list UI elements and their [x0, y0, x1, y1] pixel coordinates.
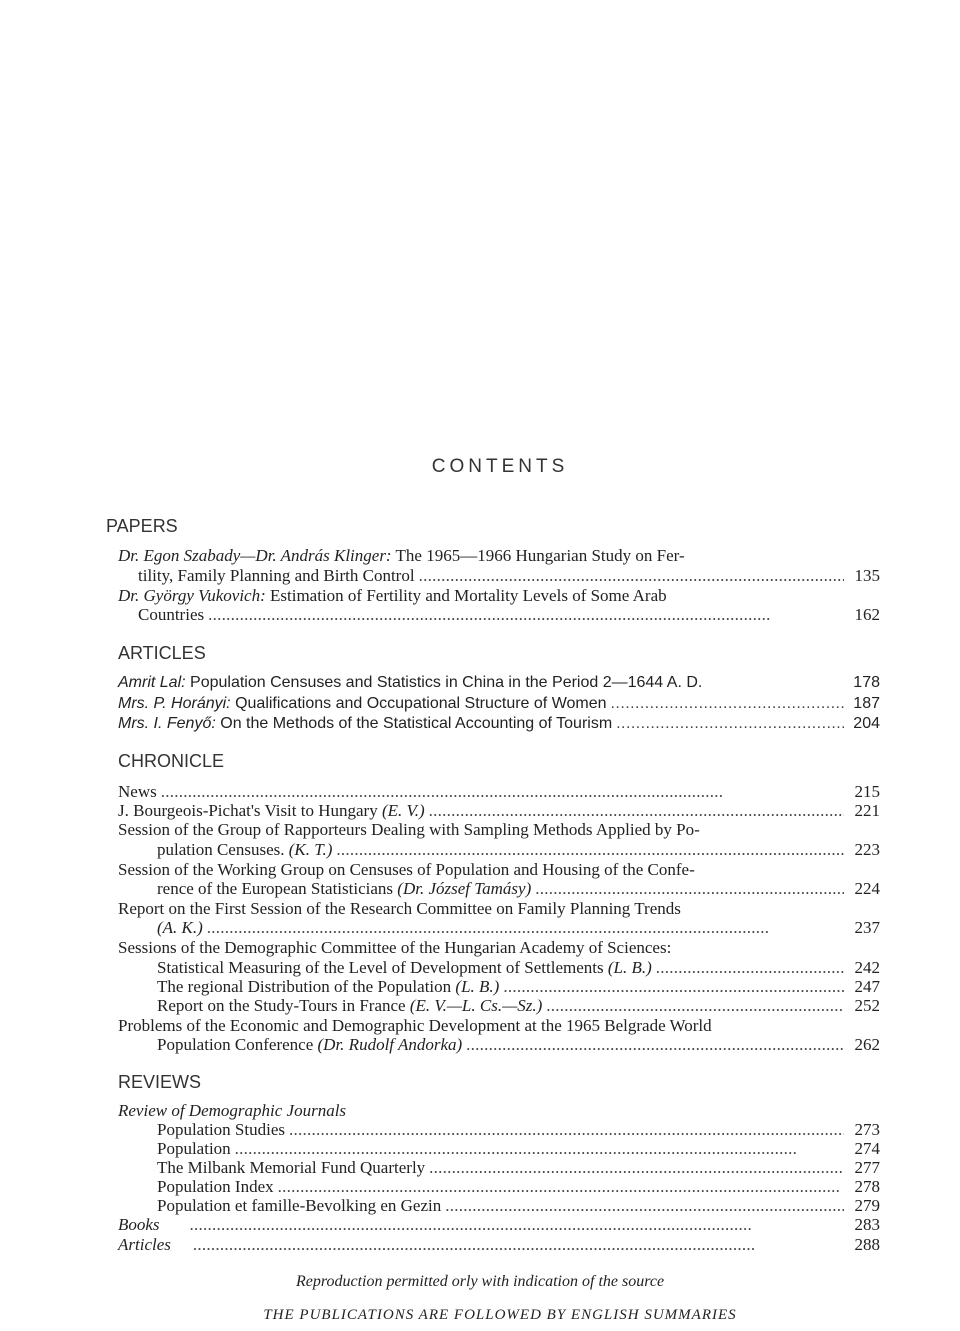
article-3-title: On the Methods of the Statistical Accounting of Tourism — [215, 715, 613, 732]
page-title: CONTENTS — [431, 456, 569, 477]
chronicle-item-2 — [157, 840, 880, 859]
chronicle-6-text: Population Conference — [157, 1035, 314, 1054]
section-papers: PAPERS — [106, 516, 178, 536]
review-2-title: Population — [157, 1139, 231, 1158]
review-2-page: 274 — [854, 1139, 880, 1158]
chronicle-5c — [157, 996, 880, 1015]
chronicle-5a-page: 242 — [854, 958, 880, 977]
chronicle-news — [118, 782, 880, 801]
books-label: Books — [118, 1215, 160, 1234]
paper-1-line-2 — [138, 566, 880, 585]
review-4-title: Population Index — [157, 1177, 274, 1196]
chronicle-3-ref: (Dr. József Tamásy) — [393, 879, 532, 898]
review-2 — [157, 1139, 880, 1158]
chronicle-item-1 — [118, 801, 880, 820]
chronicle-2-line-1: Session of the Group of Rapporteurs Dealing with Sampling Methods Applied by Po- — [118, 820, 700, 839]
reviews-books — [118, 1215, 880, 1234]
paper-1-title-part1: The 1965—1966 Hungarian Study on Fer- — [391, 546, 685, 565]
chronicle-5b — [157, 977, 880, 996]
chronicle-2-text: pulation Censuses. — [157, 840, 285, 859]
reviews-articles — [118, 1235, 880, 1254]
articles-page: 288 — [854, 1235, 880, 1254]
review-5-title: Population et famille-Bevolking en Gezin — [157, 1196, 442, 1215]
chronicle-5b-text: The regional Distribution of the Population — [157, 977, 452, 996]
chronicle-2-ref: (K. T.) — [284, 840, 333, 859]
articles-label: Articles — [118, 1235, 171, 1254]
reviews-heading: Review of Demographic Journals — [118, 1101, 347, 1120]
paper-1-author: Dr. Egon Szabady—Dr. András Klinger: — [118, 546, 392, 565]
paper-1-line-1 — [118, 546, 685, 565]
chronicle-6-line-1: Problems of the Economic and Demographic Development at the 1965 Belgrade World — [118, 1016, 712, 1035]
chronicle-5a-text: Statistical Measuring of the Level of Development of Settlements — [157, 958, 604, 977]
chronicle-3-text: rence of the European Statisticians — [157, 879, 394, 898]
article-3 — [118, 714, 880, 733]
chronicle-1-text: J. Bourgeois-Pichat's Visit to Hungary — [118, 801, 378, 820]
article-2-page: 187 — [853, 695, 880, 712]
review-3-title: The Milbank Memorial Fund Quarterly — [157, 1158, 426, 1177]
chronicle-5-heading: Sessions of the Demographic Committee of the Hungarian Academy of Sciences: — [118, 938, 672, 957]
section-chronicle: CHRONICLE — [118, 751, 225, 771]
review-3 — [157, 1158, 880, 1177]
article-2-author: Mrs. P. Horányi: — [118, 695, 231, 712]
paper-2-title-part1: Estimation of Fertility and Mortality Levels of Some Arab — [265, 586, 667, 605]
paper-2-page: 162 — [854, 605, 880, 624]
article-2-title: Qualifications and Occupational Structure of Women — [230, 695, 607, 712]
article-1-title: Population Censuses and Statistics in China in the Period 2—1644 A. D. — [185, 674, 703, 691]
chronicle-5c-ref: (E. V.—L. Cs.—Sz.) — [405, 996, 543, 1015]
review-4 — [157, 1177, 880, 1196]
reproduction-notice: Reproduction permitted orly with indication of the source — [295, 1273, 665, 1290]
chronicle-5b-ref: (L. B.) — [451, 977, 500, 996]
paper-1-page: 135 — [854, 566, 880, 585]
paper-2-author: Dr. György Vukovich: — [118, 586, 266, 605]
chronicle-6-ref: (Dr. Rudolf Andorka) — [313, 1035, 463, 1054]
review-4-page: 278 — [854, 1177, 880, 1196]
section-reviews: REVIEWS — [118, 1072, 202, 1092]
news-label: News — [118, 782, 157, 801]
review-1 — [157, 1120, 880, 1139]
review-3-page: 277 — [854, 1158, 880, 1177]
chronicle-item-3 — [157, 879, 880, 898]
chronicle-1-page: 221 — [854, 801, 880, 820]
chronicle-4-page: 237 — [854, 918, 880, 937]
chronicle-item-4 — [157, 918, 880, 937]
review-1-page: 273 — [854, 1120, 880, 1139]
chronicle-1-ref: (E. V.) — [377, 801, 425, 820]
books-page: 283 — [854, 1215, 880, 1234]
article-1 — [118, 673, 880, 692]
chronicle-4-ref: (A. K.) — [157, 918, 203, 937]
section-articles: ARTICLES — [118, 643, 206, 663]
chronicle-5b-page: 247 — [854, 977, 880, 996]
paper-1-title-part2: tility, Family Planning and Birth Control — [138, 566, 415, 585]
chronicle-item-6 — [157, 1035, 880, 1054]
review-1-title: Population Studies — [157, 1120, 285, 1139]
article-1-page: 178 — [853, 674, 880, 691]
chronicle-5c-text: Report on the Study-Tours in France — [157, 996, 406, 1015]
chronicle-3-line-1: Session of the Working Group on Censuses of Population and Housing of the Confe- — [118, 860, 695, 879]
chronicle-5a-ref: (L. B.) — [603, 958, 652, 977]
article-3-page: 204 — [853, 715, 880, 732]
chronicle-5a — [157, 958, 880, 977]
chronicle-3-page: 224 — [854, 879, 880, 898]
paper-2-title-part2: Countries — [138, 605, 205, 624]
summaries-notice: THE PUBLICATIONS ARE FOLLOWED BY ENGLISH SUMMARIES — [263, 1307, 737, 1323]
review-5 — [157, 1196, 880, 1215]
paper-2-line-1 — [118, 586, 667, 605]
news-page: 215 — [854, 782, 880, 801]
article-1-author: Amrit Lal: — [118, 674, 186, 691]
chronicle-5c-page: 252 — [854, 996, 880, 1015]
review-5-page: 279 — [854, 1196, 880, 1215]
chronicle-4-line-1: Report on the First Session of the Research Committee on Family Planning Trends — [118, 899, 681, 918]
chronicle-2-page: 223 — [854, 840, 880, 859]
article-3-author: Mrs. I. Fenyő: — [118, 715, 216, 732]
chronicle-6-page: 262 — [854, 1035, 880, 1054]
paper-2-line-2 — [138, 605, 880, 624]
article-2 — [118, 694, 880, 713]
